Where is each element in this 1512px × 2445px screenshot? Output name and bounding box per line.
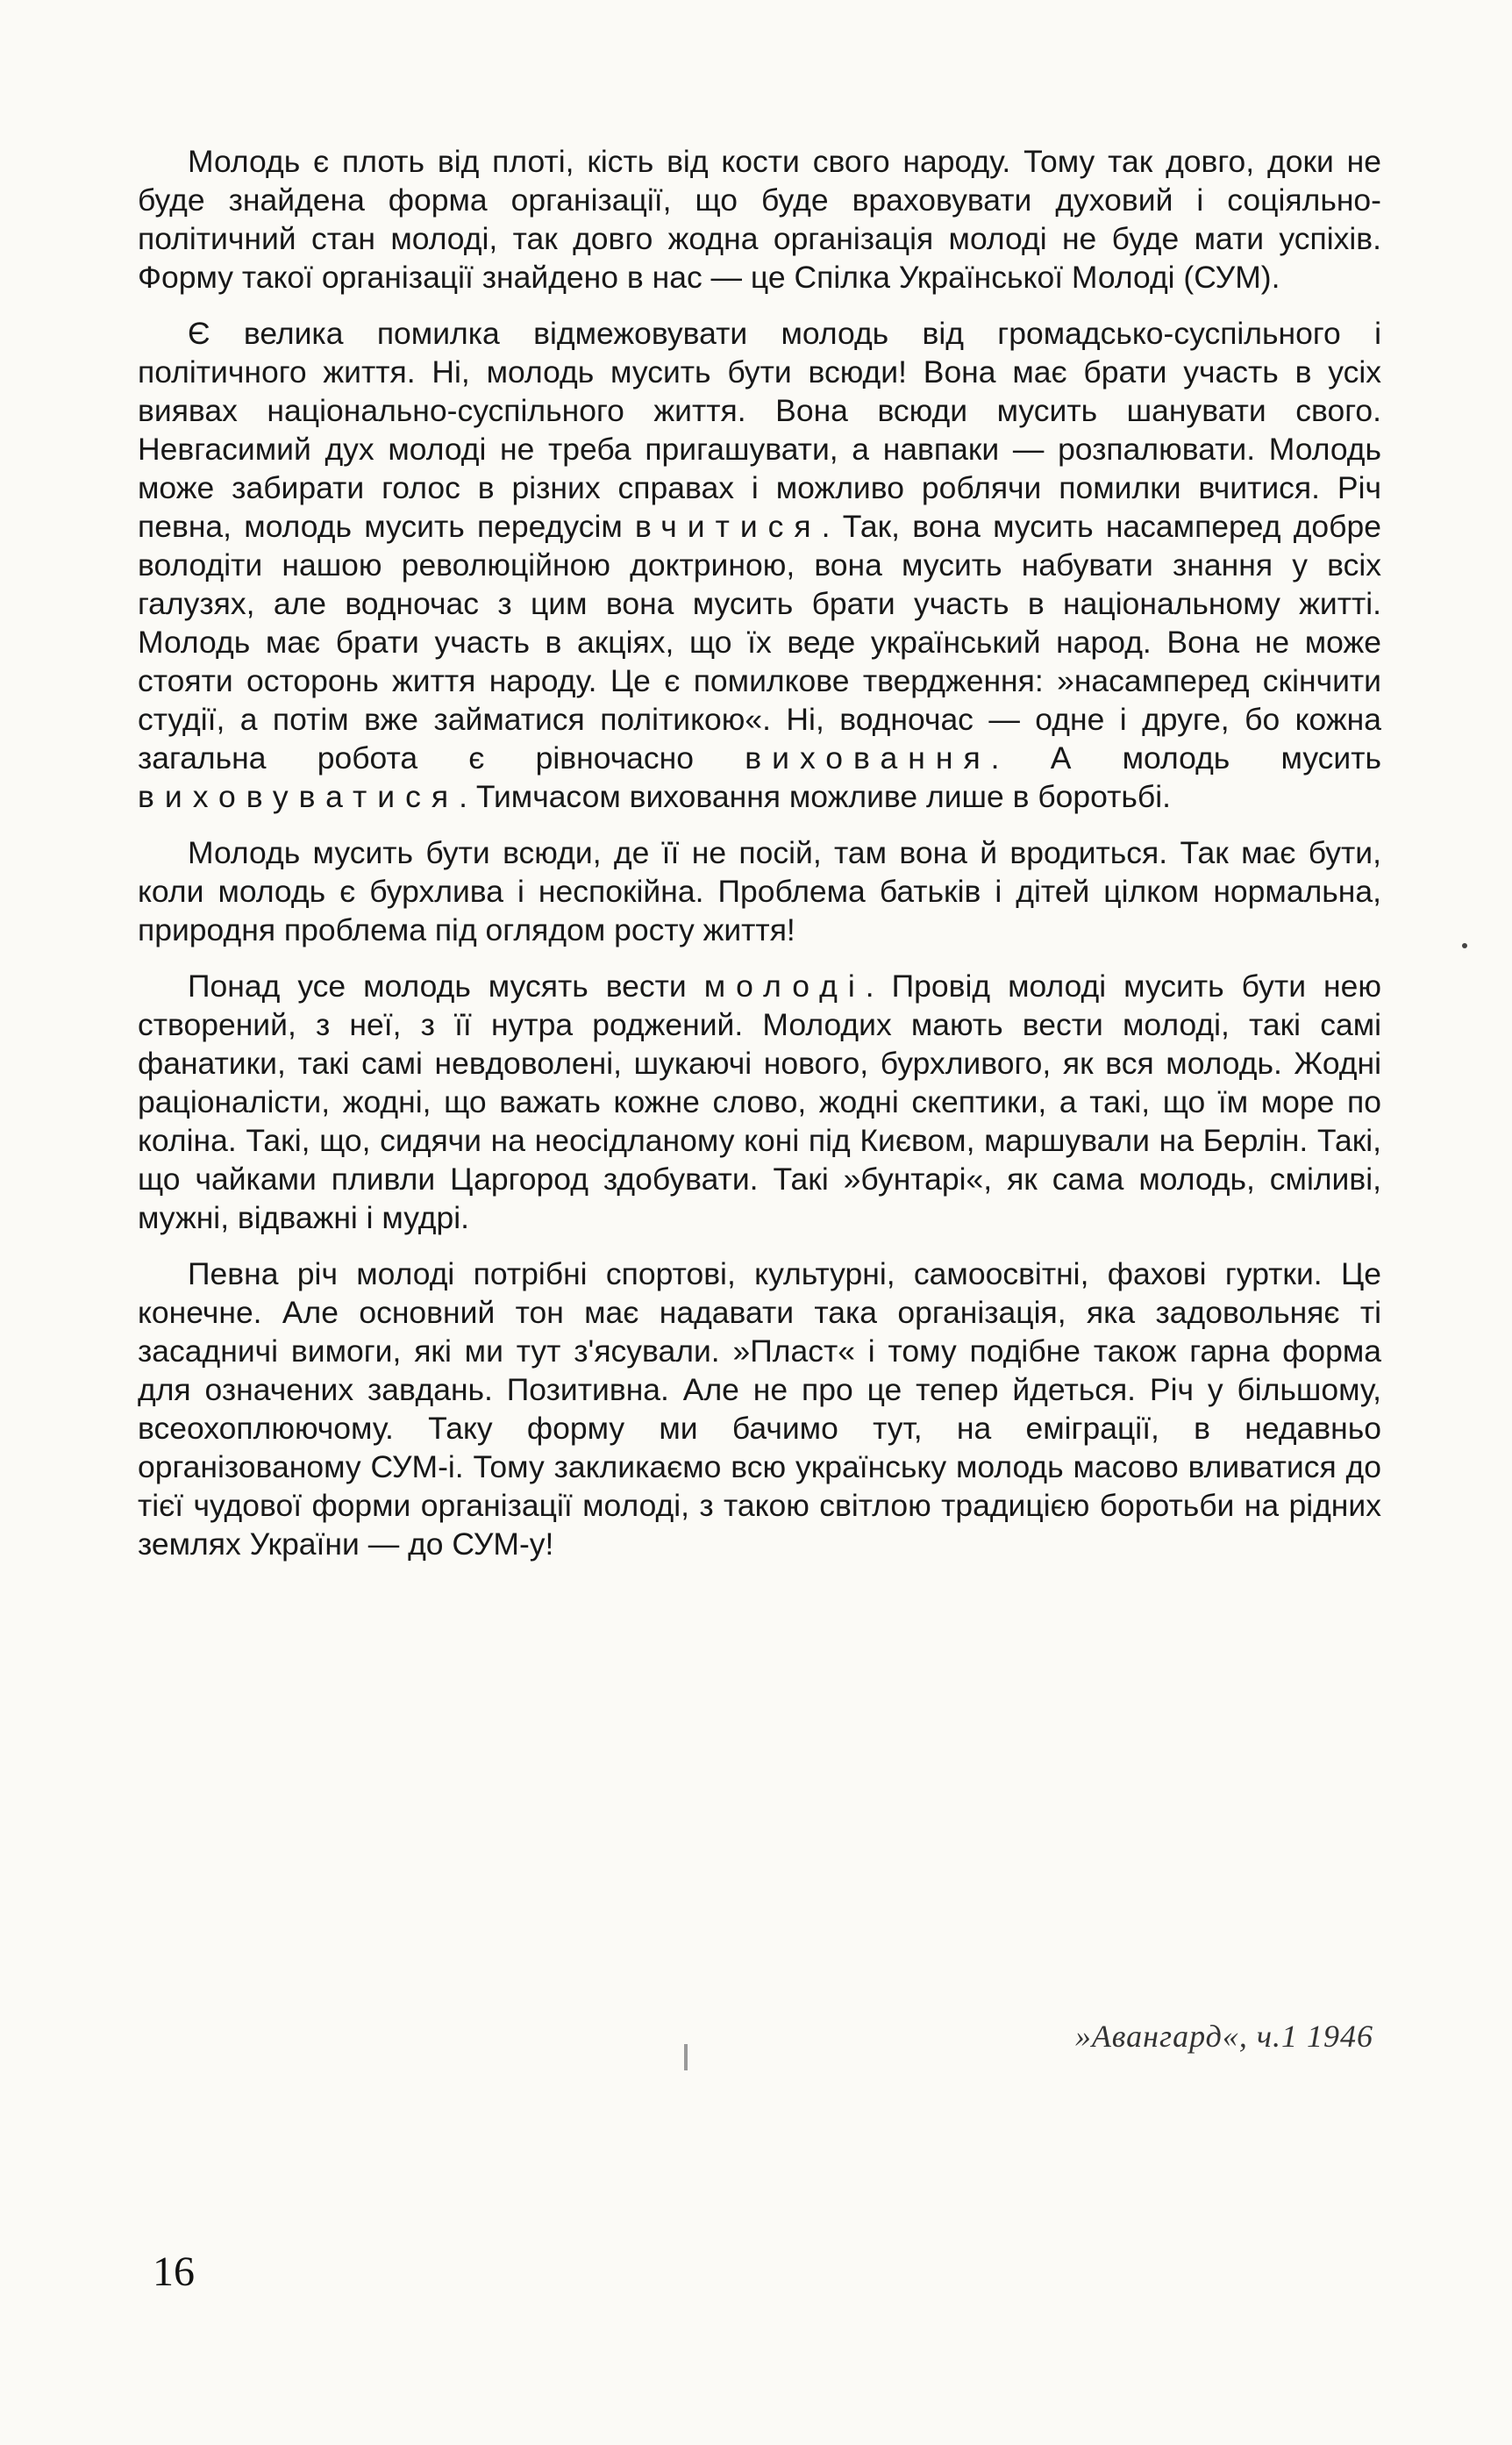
text-run: . Тимчасом виховання можливе лише в боротьбі. [459,779,1171,814]
spaced-emphasis: виховуватися [138,779,460,814]
text-run: . Провід молоді мусить бути нею створений, з неї, з її нутра роджений. Молодих мають вести молоді, такі самі фанатики, такі самі невдоволені, шукаючі нового, бурхливого, як вся молодь. Жодні раціоналісти, жодні, що важать кожне слово, жодні скептики, а такі, що їм море по коліна. Такі, що, сидячи на неосідланому коні під Києвом, маршували на Берлін. Такі, що чайками пливли Царгород здобувати. Такі »бунтарі«, як сама молодь, сміливі, мужні, відважні і мудрі. [138,969,1381,1235]
text-run: Молодь мусить бути всюди, де її не посій, там вона й вродиться. Так має бути, коли молодь є бурхлива і неспокійна. Проблема батьків і дітей цілком нормальна, природня проблема під оглядом росту життя! [138,835,1381,947]
spaced-emphasis: вчитися [635,509,822,544]
spaced-emphasis: виховання [745,740,991,776]
source-citation: »Авангард«, ч.1 1946 [1074,2019,1373,2054]
page-number: 16 [153,2248,195,2295]
text-run: . Так, вона мусить насамперед добре володіти нашою революційною доктриною, вона мусить набувати знання у всіх галузях, але водночас з цим вона мусить брати участь в національному житті. Молодь має брати участь в акціях, що їх веде український народ. Вона не може стояти осторонь життя народу. Це є помилкове твердження: »насамперед скінчити студії, а потім вже займатися політикою«. Ні, водночас — одне і друге, бо кожна загальна робота є рівночасно [138,509,1381,776]
text-run: Є велика помилка відмежовувати молодь від громадсько-суспільного і політичного життя. Ні, молодь мусить бути всюди! Вона має брати участь в усіх виявах національно-суспільного життя. Вона всюди мусить шанувати свого. Невгасимий дух молоді не треба пригашувати, а навпаки — розпалювати. Молодь може забирати голос в різних справах і можливо роблячи помилки вчитися. Річ певна, молодь мусить передусім [138,316,1381,544]
text-run: Понад усе молодь мусять вести [188,969,704,1004]
text-run: . А молодь мусить [990,740,1381,776]
text-run: Молодь є плоть від плоті, кість від кости свого народу. Тому так довго, доки не буде знайдена форма організації, що буде враховувати духовий і соціяльно-політичний стан молоді, так довго жодна організація молоді не буде мати успіхів. Форму такої організації знайдено в нас — це Спілка Української Молоді (СУМ). [138,144,1381,295]
text-run: Певна річ молоді потрібні спортові, культурні, самоосвітні, фахові гуртки. Це конечне. Але основний тон має надавати така організація, яка задовольняє ті засадничі вимоги, які ми тут з'ясували. »Пласт« і тому подібне також гарна форма для означених завдань. Позитивна. Але не про це тепер йдеться. Річ у більшому, всеохоплюючому. Таку форму ми бачимо тут, на еміграції, в недавньо організованому СУМ-і. Тому закликаємо всю українську молодь масово вливатися до тієї чудової форми організації молоді, з такою світлою традицією боротьби на рідних землях України — до СУМ-у! [138,1256,1381,1562]
spaced-emphasis: молоді [703,969,866,1004]
